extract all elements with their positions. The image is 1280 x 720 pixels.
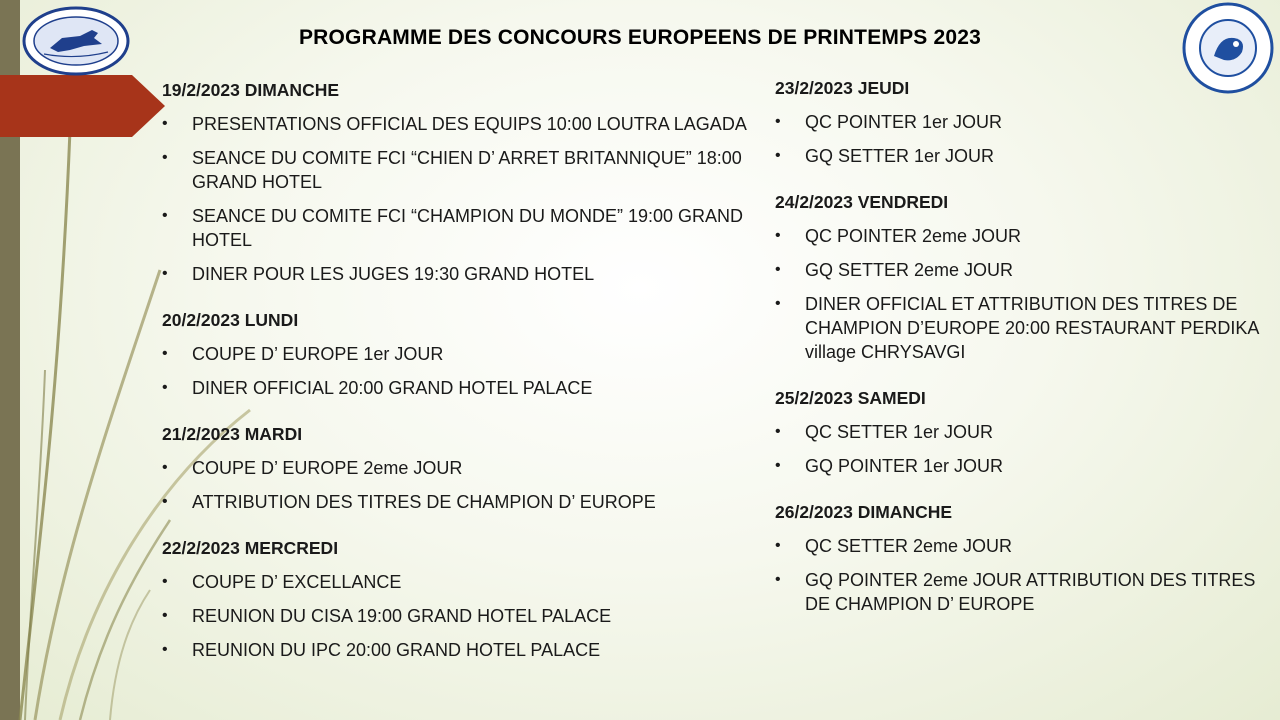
event-item: • DINER OFFICIAL ET ATTRIBUTION DES TITRES DE CHAMPION D’EUROPE 20:00 RESTAURANT PERDIKA village CHRYSAVGI: [775, 292, 1275, 364]
event-item: • ATTRIBUTION DES TITRES DE CHAMPION D’ EUROPE: [162, 490, 762, 514]
event-item: • QC POINTER 1er JOUR: [775, 110, 1275, 134]
event-item: • GQ POINTER 2eme JOUR ATTRIBUTION DES TITRES DE CHAMPION D’ EUROPE: [775, 568, 1275, 616]
event-list: [775, 224, 1275, 364]
event-item: • DINER POUR LES JUGES 19:30 GRAND HOTEL: [162, 262, 762, 286]
event-item: • REUNION DU CISA 19:00 GRAND HOTEL PALACE: [162, 604, 762, 628]
event-list: [775, 110, 1275, 168]
event-list: [162, 456, 762, 514]
event-item: • COUPE D’ EUROPE 1er JOUR: [162, 342, 762, 366]
event-item: • QC SETTER 2eme JOUR: [775, 534, 1275, 558]
day-block: [775, 190, 1275, 364]
day-block: [775, 386, 1275, 478]
schedule-right-column: [775, 76, 1275, 616]
day-block: [775, 500, 1275, 616]
day-block: [162, 422, 762, 514]
day-block: [775, 76, 1275, 168]
day-heading: 21/2/2023 MARDI: [162, 424, 303, 444]
day-heading: 19/2/2023 DIMANCHE: [162, 80, 340, 100]
day-heading: 22/2/2023 MERCREDI: [162, 538, 339, 558]
event-item: • REUNION DU IPC 20:00 GRAND HOTEL PALACE: [162, 638, 762, 662]
schedule-left-column: [162, 78, 762, 662]
event-list: [775, 420, 1275, 478]
red-arrow-shape: [0, 75, 165, 137]
event-item: • COUPE D’ EXCELLANCE: [162, 570, 762, 594]
page-title: PROGRAMME DES CONCOURS EUROPEENS DE PRINTEMPS 2023: [298, 26, 982, 49]
day-heading: 24/2/2023 VENDREDI: [775, 192, 949, 212]
event-item: • DINER OFFICIAL 20:00 GRAND HOTEL PALACE: [162, 376, 762, 400]
event-list: [162, 112, 762, 286]
event-item: • GQ SETTER 2eme JOUR: [775, 258, 1275, 282]
event-item: • COUPE D’ EUROPE 2eme JOUR: [162, 456, 762, 480]
event-list: [775, 534, 1275, 616]
day-heading: 23/2/2023 JEUDI: [775, 78, 910, 98]
day-heading: 20/2/2023 LUNDI: [162, 310, 299, 330]
event-item: • SEANCE DU COMITE FCI “CHIEN D’ ARRET BRITANNIQUE” 18:00 GRAND HOTEL: [162, 146, 762, 194]
event-list: [162, 570, 762, 662]
day-block: [162, 78, 762, 286]
day-block: [162, 308, 762, 400]
day-block: [162, 536, 762, 662]
event-item: • QC SETTER 1er JOUR: [775, 420, 1275, 444]
day-heading: 25/2/2023 SAMEDI: [775, 388, 926, 408]
event-list: [162, 342, 762, 400]
event-item: • GQ SETTER 1er JOUR: [775, 144, 1275, 168]
event-item: • SEANCE DU COMITE FCI “CHAMPION DU MONDE” 19:00 GRAND HOTEL: [162, 204, 762, 252]
event-item: • PRESENTATIONS OFFICIAL DES EQUIPS 10:00 LOUTRA LAGADA: [162, 112, 762, 136]
event-item: • GQ POINTER 1er JOUR: [775, 454, 1275, 478]
event-item: • QC POINTER 2eme JOUR: [775, 224, 1275, 248]
day-heading: 26/2/2023 DIMANCHE: [775, 502, 953, 522]
